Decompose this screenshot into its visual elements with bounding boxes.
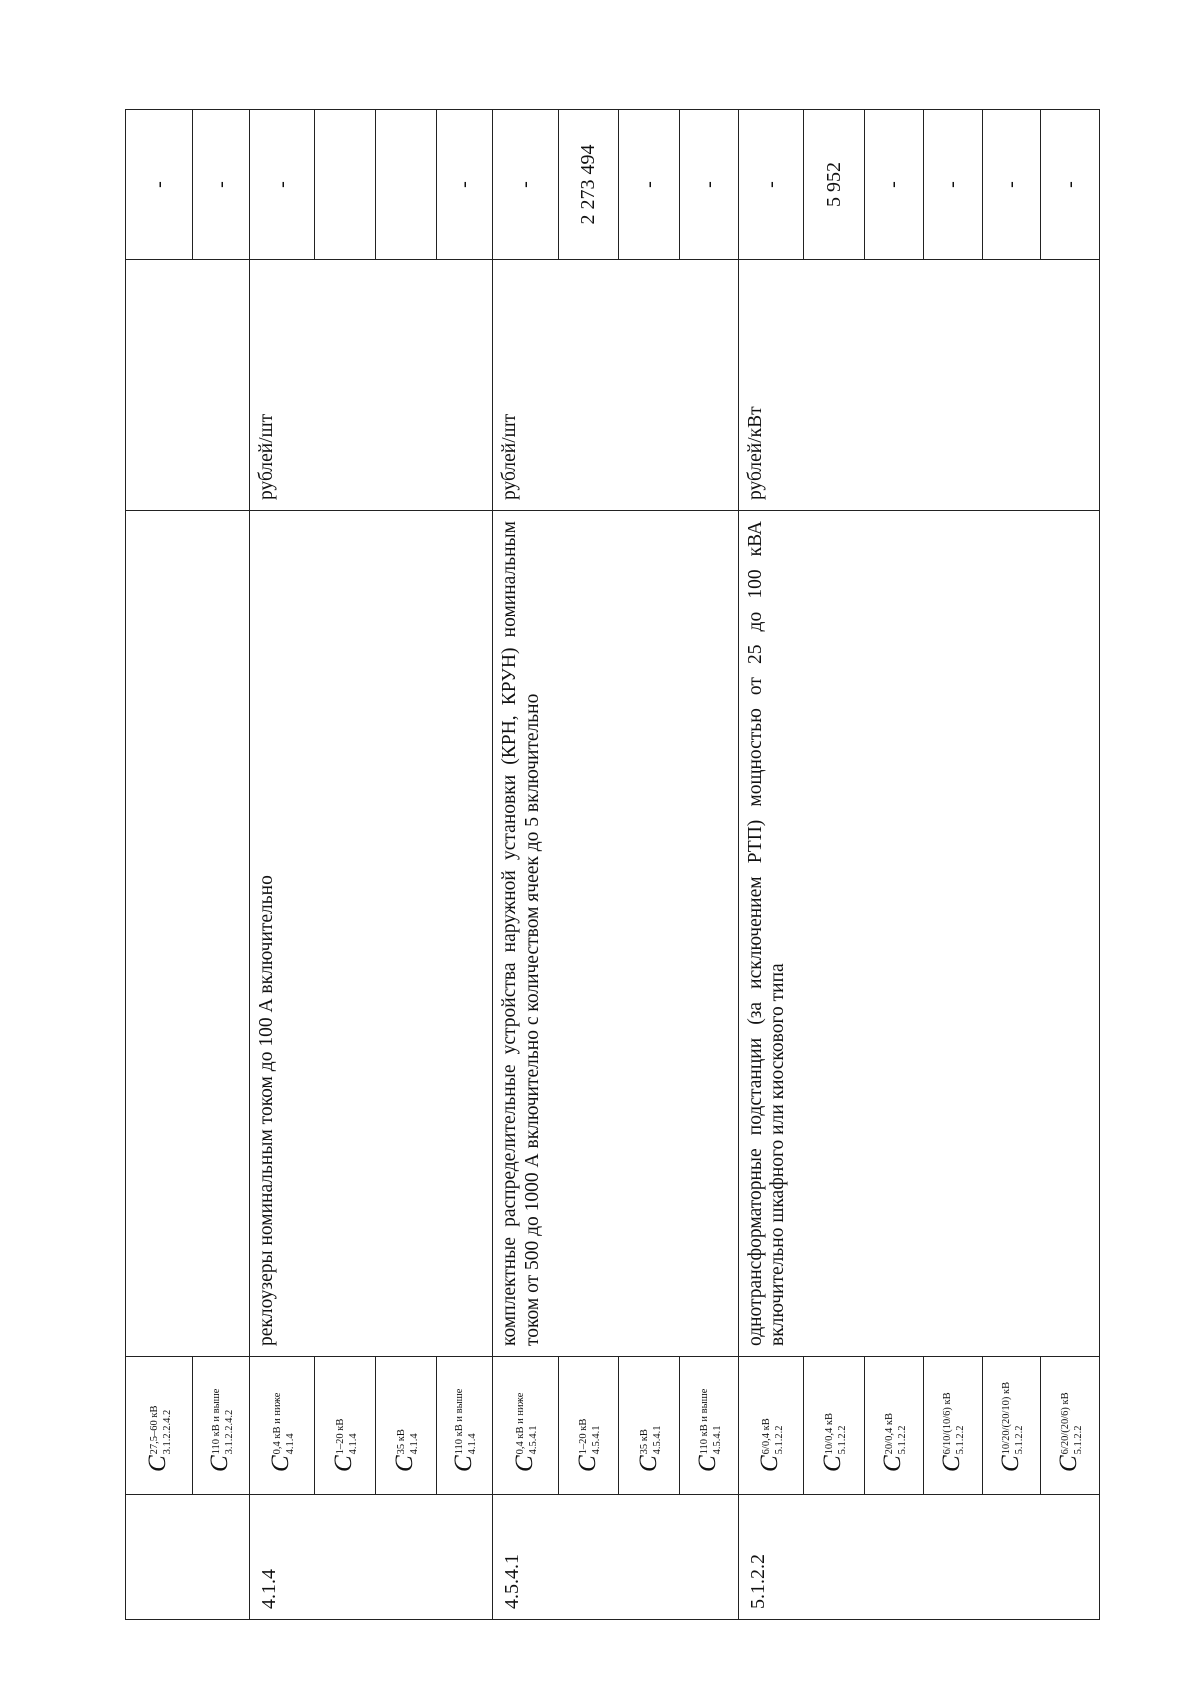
- symbol-superscript: 6/10/(10/6) кВ: [942, 1392, 954, 1455]
- symbol-letter: C: [267, 1455, 295, 1472]
- rate-symbol-cell: [436, 1357, 493, 1495]
- rate-symbol-cell: [619, 1357, 680, 1495]
- rate-value: 2 273 494: [558, 110, 619, 260]
- table-row: [493, 110, 558, 1620]
- symbol-superscript: 10/20/(20/10) кВ: [1001, 1381, 1013, 1455]
- symbol-subscript: 4.1.4: [284, 1433, 296, 1455]
- symbol-superscript: 20/0,4 кВ: [883, 1413, 895, 1455]
- rate-symbol: [694, 1388, 724, 1472]
- symbol-indices: [334, 1419, 360, 1455]
- rate-value: -: [249, 110, 314, 260]
- item-unit: рублей/шт: [493, 260, 739, 511]
- symbol-superscript: 110 кВ и выше: [454, 1388, 466, 1455]
- symbol-subscript: 4.5.4.1: [591, 1425, 603, 1455]
- symbol-indices: [577, 1419, 603, 1455]
- symbol-subscript: 4.5.4.1: [652, 1425, 664, 1455]
- rate-symbol-cell: [680, 1357, 739, 1495]
- symbol-subscript: 5.1.2.2: [896, 1425, 908, 1455]
- symbol-letter: C: [819, 1455, 847, 1472]
- symbol-letter: C: [206, 1455, 234, 1472]
- rate-value: -: [436, 110, 493, 260]
- symbol-indices: [941, 1392, 967, 1454]
- symbol-indices: [638, 1425, 664, 1454]
- symbol-indices: [883, 1413, 909, 1454]
- symbol-letter: C: [879, 1455, 907, 1472]
- symbol-subscript: 3.1.2.2.4.2: [162, 1409, 174, 1455]
- symbol-subscript: 5.1.2.2: [837, 1425, 849, 1455]
- rate-symbol: [206, 1388, 235, 1472]
- rate-symbol-cell: [739, 1357, 804, 1495]
- rate-value: [376, 110, 437, 260]
- symbol-letter: C: [391, 1455, 419, 1472]
- rate-symbol-cell: [982, 1357, 1041, 1495]
- rate-symbol: [879, 1413, 908, 1472]
- symbol-superscript: 0,4 кВ и ниже: [515, 1392, 527, 1455]
- symbol-subscript: 4.1.4: [408, 1433, 420, 1455]
- rate-symbol-cell: [126, 1357, 193, 1495]
- symbol-superscript: 0,4 кВ и ниже: [271, 1392, 283, 1455]
- item-description: комплектные распределительные устройства наружной установки (КРН, КРУН) номинальным током от 500 до 1000 А включительно с количеством ячеек до 5 включительно: [493, 511, 739, 1357]
- rate-value: -: [680, 110, 739, 260]
- symbol-letter: C: [996, 1455, 1024, 1472]
- rate-symbol: [996, 1381, 1026, 1472]
- symbol-subscript: 4.5.4.1: [528, 1425, 540, 1455]
- symbol-indices: [271, 1393, 297, 1455]
- symbol-letter: C: [144, 1455, 172, 1472]
- symbol-letter: C: [1055, 1455, 1083, 1472]
- rate-symbol-cell: [1041, 1357, 1100, 1495]
- rate-symbol-cell: [249, 1357, 314, 1495]
- rate-symbol-cell: [923, 1357, 982, 1495]
- rate-value: -: [619, 110, 680, 260]
- symbol-indices: [823, 1413, 849, 1454]
- item-unit: рублей/кВт: [739, 260, 1100, 511]
- rate-symbol-cell: [193, 1357, 250, 1495]
- rate-symbol-cell: [315, 1357, 376, 1495]
- symbol-indices: [148, 1405, 174, 1454]
- symbol-superscript: 35 кВ: [639, 1429, 651, 1455]
- rate-symbol: [937, 1392, 967, 1472]
- symbol-subscript: 5.1.2.2: [773, 1425, 785, 1455]
- item-description: [126, 511, 250, 1357]
- symbol-indices: [210, 1389, 236, 1455]
- symbol-subscript: 4.5.4.1: [712, 1425, 724, 1455]
- rate-value: -: [865, 110, 924, 260]
- rate-value: -: [1041, 110, 1100, 260]
- rate-symbol-cell: [804, 1357, 865, 1495]
- table-row: [739, 110, 804, 1620]
- rate-symbol: [756, 1418, 785, 1472]
- symbol-letter: C: [330, 1455, 358, 1472]
- symbol-letter: C: [694, 1455, 722, 1472]
- item-description: однотрансформаторные подстанции (за исключением РТП) мощностью от 25 до 100 кВА включительно шкафного или киоскового типа: [739, 511, 1100, 1357]
- symbol-superscript: 110 кВ и выше: [699, 1388, 711, 1455]
- rate-value: -: [126, 110, 193, 260]
- symbol-subscript: 4.1.4: [467, 1433, 479, 1455]
- table-row: [126, 110, 193, 1620]
- rate-symbol: [510, 1392, 540, 1472]
- item-number: [126, 1495, 250, 1620]
- rate-value: 5 952: [804, 110, 865, 260]
- rate-value: -: [193, 110, 250, 260]
- table-row: [249, 110, 314, 1620]
- symbol-superscript: 6/0,4 кВ: [760, 1418, 772, 1455]
- rate-symbol: [267, 1392, 296, 1472]
- symbol-superscript: 27,5–60 кВ: [149, 1405, 161, 1455]
- item-description: реклоузеры номинальным током до 100 А включительно: [249, 511, 492, 1357]
- symbol-indices: [395, 1429, 421, 1454]
- symbol-indices: [514, 1393, 540, 1455]
- symbol-indices: [760, 1418, 786, 1454]
- rotated-table-wrapper: [125, 110, 1100, 1620]
- symbol-superscript: 110 кВ и выше: [210, 1388, 222, 1455]
- item-number: 5.1.2.2: [739, 1495, 1100, 1620]
- rate-symbol-cell: [493, 1357, 558, 1495]
- rate-value: -: [739, 110, 804, 260]
- symbol-subscript: 4.1.4: [347, 1433, 359, 1455]
- symbol-letter: C: [634, 1455, 662, 1472]
- item-unit: [126, 260, 250, 511]
- rate-symbol: [1055, 1392, 1084, 1472]
- symbol-letter: C: [449, 1455, 477, 1472]
- symbol-indices: [698, 1389, 724, 1455]
- item-number: 4.1.4: [249, 1495, 492, 1620]
- rate-symbol-cell: [865, 1357, 924, 1495]
- rate-symbol: [819, 1413, 849, 1472]
- symbol-letter: C: [937, 1455, 965, 1472]
- rate-symbol: [573, 1418, 603, 1472]
- symbol-indices: [1059, 1392, 1085, 1454]
- rate-value: -: [923, 110, 982, 260]
- rate-value: -: [982, 110, 1041, 260]
- symbol-letter: C: [573, 1455, 601, 1472]
- symbol-superscript: 1–20 кВ: [578, 1418, 590, 1455]
- symbol-superscript: 10/0,4 кВ: [824, 1413, 836, 1455]
- symbol-superscript: 6/20/(20/6) кВ: [1059, 1392, 1071, 1455]
- rate-symbol: [391, 1429, 420, 1472]
- item-unit: рублей/шт: [249, 260, 492, 511]
- rate-symbol: [330, 1418, 359, 1472]
- symbol-indices: [1000, 1382, 1026, 1454]
- symbol-superscript: 35 кВ: [395, 1429, 407, 1455]
- symbol-letter: C: [756, 1455, 784, 1472]
- symbol-superscript: 1–20 кВ: [334, 1418, 346, 1455]
- symbol-subscript: 5.1.2.2: [955, 1425, 967, 1455]
- symbol-subscript: 5.1.2.2: [1014, 1425, 1026, 1455]
- symbol-indices: [453, 1389, 479, 1455]
- rate-symbol: [449, 1388, 479, 1472]
- symbol-letter: C: [510, 1455, 538, 1472]
- rate-value: [315, 110, 376, 260]
- item-number: 4.5.4.1: [493, 1495, 739, 1620]
- rate-value: -: [493, 110, 558, 260]
- rate-symbol-cell: [376, 1357, 437, 1495]
- tariff-table: [125, 109, 1100, 1620]
- symbol-subscript: 5.1.2.2: [1072, 1425, 1084, 1455]
- rate-symbol-cell: [558, 1357, 619, 1495]
- symbol-subscript: 3.1.2.2.4.2: [223, 1409, 235, 1455]
- rate-symbol: [634, 1425, 664, 1472]
- rate-symbol: [144, 1405, 174, 1472]
